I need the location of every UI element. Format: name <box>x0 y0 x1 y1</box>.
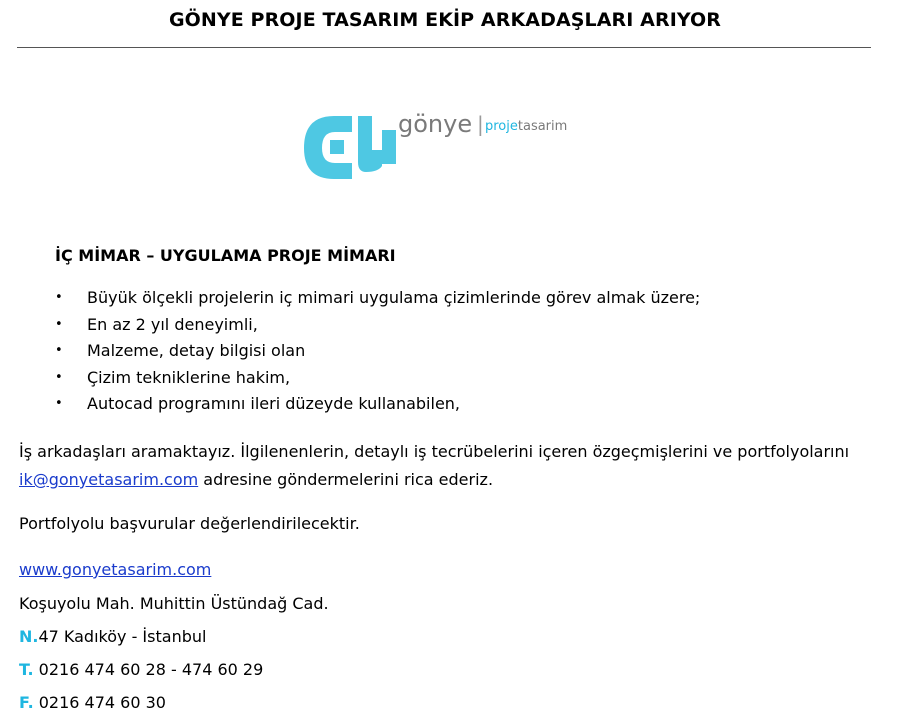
title-divider <box>17 47 871 48</box>
list-item <box>55 285 700 312</box>
list-item <box>55 365 700 392</box>
list-item <box>55 391 700 418</box>
number-value: 47 Kadıköy - İstanbul <box>38 627 207 646</box>
logo-tag-suffix: tasarim <box>517 119 568 134</box>
website-link[interactable]: www.gonyetasarim.com <box>19 560 212 579</box>
email-link[interactable]: ik@gonyetasarim.com <box>19 470 199 489</box>
phone-label: T. <box>19 660 34 679</box>
address-line: Koşuyolu Mah. Muhittin Üstündağ Cad. <box>19 594 329 613</box>
phone-line <box>19 656 263 684</box>
phone-value: 0216 474 60 28 - 474 60 29 <box>33 660 264 679</box>
gonye-logo <box>300 100 600 190</box>
requirement-text: Malzeme, detay bilgisi olan <box>87 341 306 360</box>
logo-brand: gönye <box>398 110 473 138</box>
website-line <box>19 556 211 584</box>
requirement-text: Büyük ölçekli projelerin iç mimari uygulama çizimlerinde görev almak üzere; <box>87 288 701 307</box>
logo-mark-icon <box>304 116 396 179</box>
list-item <box>55 338 700 365</box>
bullet-icon: • <box>55 343 63 358</box>
fax-line <box>19 689 166 717</box>
bullet-icon: • <box>55 396 63 411</box>
job-heading: İÇ MİMAR – UYGULAMA PROJE MİMARI <box>55 246 396 265</box>
svg-text:projetasarim <box>485 119 567 134</box>
number-label: N. <box>19 627 39 646</box>
bullet-icon: • <box>55 316 63 332</box>
intro-line: İş arkadaşları aramaktayız. İlgilenenlerin, detaylı iş tecrübelerini içeren özgeçmişlerini ve portfolyolarını <box>19 442 850 461</box>
logo-tag-prefix: proje <box>485 119 518 134</box>
requirement-text: Autocad programını ileri düzeyde kullanabilen, <box>87 394 461 413</box>
requirements-list <box>55 285 700 418</box>
fax-label: F. <box>19 693 34 712</box>
portfolio-note: Portfolyolu başvurular değerlendirilecektir. <box>19 514 360 533</box>
requirement-text: En az 2 yıl deneyimli, <box>87 314 258 334</box>
logo-divider: | <box>477 112 484 136</box>
requirement-text: Çizim tekniklerine hakim, <box>87 367 291 387</box>
fax-value: 0216 474 60 30 <box>33 693 166 712</box>
bullet-icon: • <box>55 369 63 385</box>
address-number-line <box>19 623 206 651</box>
page-title: GÖNYE PROJE TASARIM EKİP ARKADAŞLARI ARIYOR <box>168 9 722 31</box>
bullet-icon: • <box>55 290 63 305</box>
list-item <box>55 312 700 339</box>
application-text: adresine göndermelerini rica ederiz. <box>198 470 494 489</box>
application-line <box>19 466 493 494</box>
